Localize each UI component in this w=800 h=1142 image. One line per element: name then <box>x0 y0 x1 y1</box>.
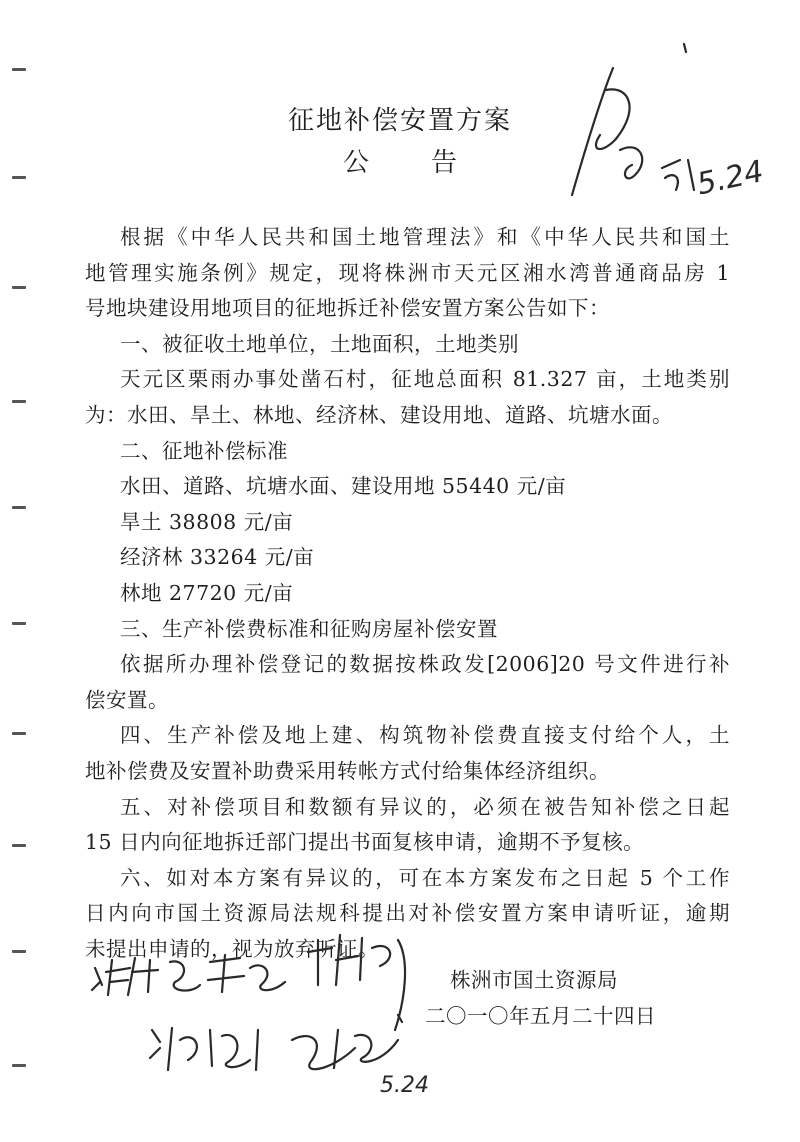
document-subtitle: 公告 <box>342 148 519 178</box>
body-line: 六、如对本方案有异议的，可在本方案发布之日起 5 个工作 <box>120 866 730 890</box>
body-line: 未提出申请的，视为放弃听证。 <box>85 937 379 961</box>
body-line: 依据所办理补偿登记的数据按株政发[2006]20 号文件进行补 <box>120 652 730 676</box>
body-line: 旱土 38808 元/亩 <box>120 510 294 534</box>
body-line: 地管理实施条例》规定，现将株洲市天元区湘水湾普通商品房 1 <box>85 261 730 285</box>
document-title: 征地补偿安置方案 <box>287 106 512 136</box>
body-line: 五、对补偿项目和数额有异议的，必须在被告知补偿之日起 <box>120 795 730 819</box>
signature-bottom-middle <box>292 1015 402 1069</box>
body-line: 15 日内向征地拆迁部门提出书面复核申请，逾期不予复核。 <box>85 830 645 854</box>
body-line: 四、生产补偿及地上建、构筑物补偿费直接支付给个人，土 <box>120 723 730 747</box>
signature-top-right-mark <box>662 160 694 190</box>
signature-bottom-left <box>150 1028 258 1070</box>
body-line: 天元区栗雨办事处凿石村，征地总面积 81.327 亩，土地类别 <box>120 367 730 391</box>
body-line: 经济林 33264 元/亩 <box>120 545 315 569</box>
body-line: 二、征地补偿标准 <box>120 439 288 463</box>
handwritten-date-top: 5.24 <box>693 154 767 203</box>
body-line: 日内向市国土资源局法规科提出对补偿安置方案申请听证，逾期 <box>85 901 730 925</box>
handwritten-note <box>92 955 285 995</box>
body-line: 根据《中华人民共和国土地管理法》和《中华人民共和国土 <box>120 225 730 249</box>
body-line: 林地 27720 元/亩 <box>120 581 294 605</box>
signature-middle <box>308 935 405 1030</box>
issuer-name: 株洲市国土资源局 <box>450 968 618 992</box>
body-line: 三、生产补偿费标准和征购房屋补偿安置 <box>120 617 498 641</box>
issue-date: 二〇一〇年五月二十四日 <box>425 1004 656 1028</box>
body-line: 地补偿费及安置补助费采用转帐方式付给集体经济组织。 <box>85 759 610 783</box>
handwritten-date-bottom: 5.24 <box>380 1073 429 1098</box>
signature-top-right <box>572 68 642 195</box>
body-line: 偿安置。 <box>85 688 169 712</box>
body-line: 一、被征收土地单位，土地面积，土地类别 <box>120 332 519 356</box>
body-line: 号地块建设用地项目的征地拆迁补偿安置方案公告如下： <box>85 296 610 320</box>
body-line: 水田、道路、坑塘水面、建设用地 55440 元/亩 <box>120 474 567 498</box>
body-line: 为：水田、旱土、林地、经济林、建设用地、道路、坑塘水面。 <box>85 403 673 427</box>
